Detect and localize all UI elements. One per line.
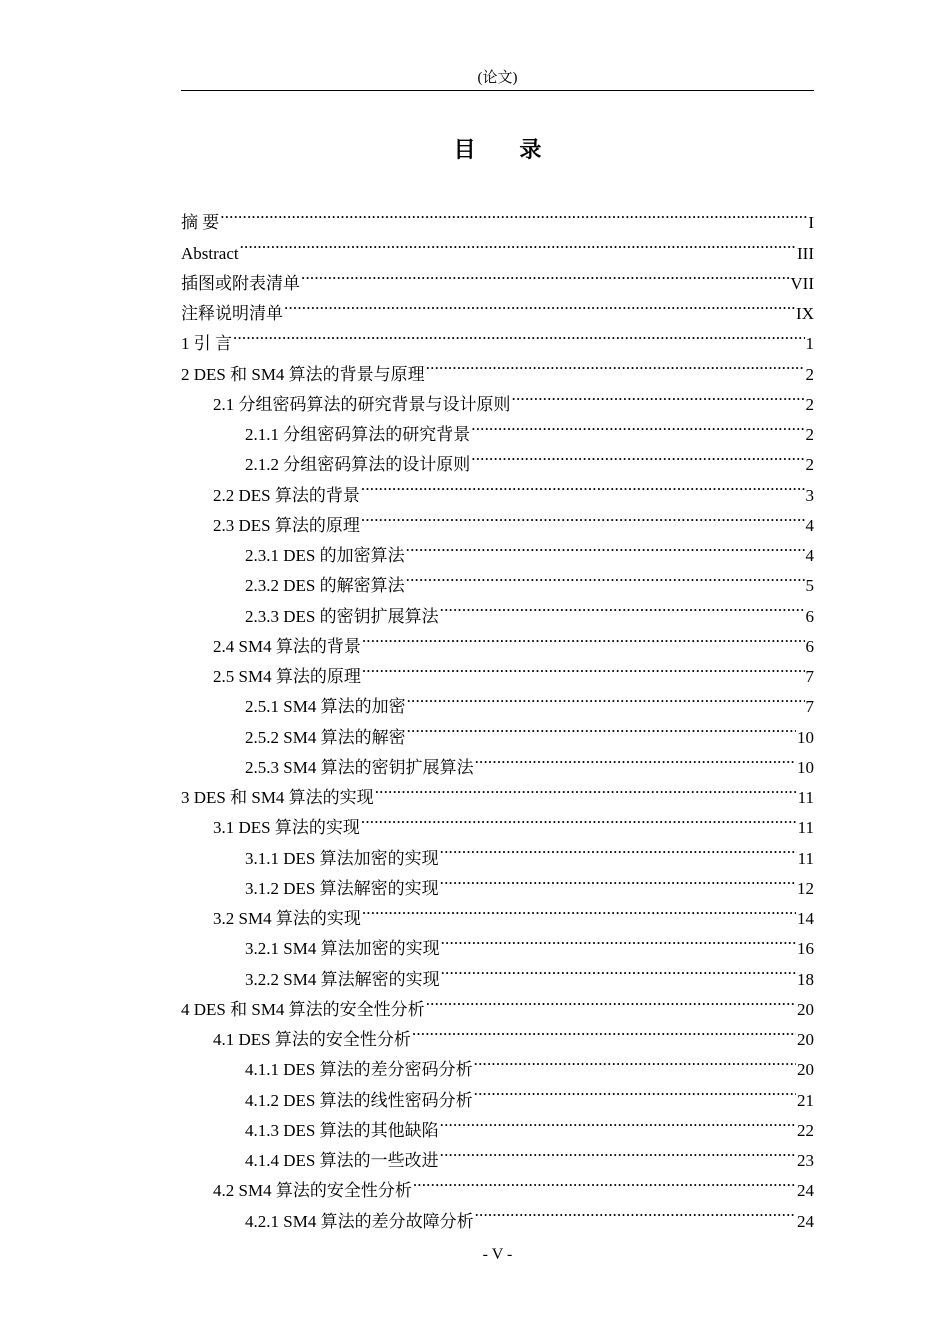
toc-entry[interactable] bbox=[181, 349, 814, 384]
toc-dot-leader bbox=[439, 833, 797, 863]
toc-dot-leader bbox=[406, 682, 805, 712]
toc-entry-label: 4.2.1 SM4 算法的差分故障分析 bbox=[245, 1211, 474, 1231]
toc-entry-page: 6 bbox=[805, 632, 815, 662]
toc-entry-page: 11 bbox=[797, 813, 814, 843]
toc-entry-label: 3.2.1 SM4 算法加密的实现 bbox=[245, 939, 440, 959]
toc-entry-page: 11 bbox=[797, 783, 814, 813]
toc-dot-leader bbox=[474, 743, 796, 773]
toc-entry-page: 24 bbox=[796, 1176, 814, 1206]
toc-entry[interactable] bbox=[181, 228, 814, 263]
toc-entry-label: 4.1.3 DES 算法的其他缺陷 bbox=[245, 1120, 439, 1140]
toc-entry-page: 7 bbox=[805, 692, 815, 722]
toc-entry-label: 3 DES 和 SM4 算法的实现 bbox=[181, 788, 374, 807]
toc-entry[interactable] bbox=[181, 259, 814, 293]
toc-dot-leader bbox=[473, 1075, 796, 1105]
toc-dot-leader bbox=[360, 470, 805, 500]
toc-entry-page: 16 bbox=[796, 934, 814, 964]
toc-dot-leader bbox=[474, 1196, 796, 1226]
toc-entry-label: 2.5.2 SM4 算法的解密 bbox=[245, 727, 406, 747]
toc-entry-page: 18 bbox=[796, 965, 814, 995]
toc-entry-label: 3.1.1 DES 算法加密的实现 bbox=[245, 848, 439, 868]
toc-dot-leader bbox=[412, 1166, 796, 1196]
toc-entry-label: 注释说明清单 bbox=[181, 304, 283, 323]
toc-entry-label: 2.1.1 分组密码算法的研究背景 bbox=[245, 425, 471, 444]
running-header: (论文) bbox=[477, 70, 518, 86]
toc-entry-label: 3.1.2 DES 算法解密的实现 bbox=[245, 878, 439, 898]
toc-dot-leader bbox=[440, 954, 796, 984]
toc-entry-label: 2.5 SM4 算法的原理 bbox=[213, 667, 361, 686]
toc-dot-leader bbox=[300, 259, 789, 289]
toc-entry-page: 7 bbox=[805, 662, 815, 692]
toc-entry-page: 22 bbox=[796, 1116, 814, 1146]
toc-dot-leader bbox=[439, 591, 805, 621]
toc-dot-leader bbox=[361, 894, 796, 924]
toc-entry-label: 2.2 DES 算法的背景 bbox=[213, 485, 360, 505]
toc-dot-leader bbox=[470, 440, 804, 470]
toc-entry-page: 6 bbox=[805, 602, 815, 632]
toc-entry-page: 2 bbox=[805, 450, 815, 480]
toc-entry-page: 2 bbox=[805, 420, 815, 450]
toc-entry-page: 21 bbox=[796, 1086, 814, 1116]
toc-dot-leader bbox=[405, 531, 805, 561]
toc-entry-label: 4.1.1 DES 算法的差分密码分析 bbox=[245, 1060, 473, 1080]
toc-entry-label: 4.1.2 DES 算法的线性密码分析 bbox=[245, 1090, 473, 1110]
toc-dot-leader bbox=[425, 349, 805, 379]
toc-dot-leader bbox=[283, 289, 795, 319]
toc-entry-label: 2.3.1 DES 的加密算法 bbox=[245, 546, 405, 565]
header-rule bbox=[181, 90, 814, 91]
toc-dot-leader bbox=[374, 773, 797, 803]
toc-dot-leader bbox=[470, 410, 804, 440]
toc-dot-leader bbox=[405, 561, 805, 591]
toc-entry-label: 2.1 分组密码算法的研究背景与设计原则 bbox=[213, 394, 511, 414]
toc-entry-label: Abstract bbox=[181, 243, 239, 263]
toc-dot-leader bbox=[239, 228, 796, 258]
toc-entry-page: 23 bbox=[796, 1146, 814, 1176]
toc-entry-page: 11 bbox=[797, 844, 814, 874]
toc-entry-label: 2.5.1 SM4 算法的加密 bbox=[245, 697, 406, 717]
toc-entry-page: 10 bbox=[796, 753, 814, 783]
toc-dot-leader bbox=[232, 319, 805, 349]
toc-entry-page: 4 bbox=[805, 541, 815, 571]
toc-entry-label: 2.3.3 DES 的密钥扩展算法 bbox=[245, 606, 439, 626]
toc-entry-page: VII bbox=[789, 269, 814, 299]
toc-dot-leader bbox=[361, 652, 805, 682]
toc-entry-label: 3.2 SM4 算法的实现 bbox=[213, 909, 361, 928]
toc-dot-leader bbox=[511, 380, 805, 410]
toc-entry-label: 4.1 DES 算法的安全性分析 bbox=[213, 1030, 411, 1049]
toc-entry-label: 2.3.2 DES 的解密算法 bbox=[245, 576, 405, 596]
toc-entry-label: 4 DES 和 SM4 算法的安全性分析 bbox=[181, 999, 425, 1019]
toc-dot-leader bbox=[439, 1106, 796, 1136]
toc-entry-label: 3.2.2 SM4 算法解密的实现 bbox=[245, 969, 440, 989]
toc-entry-page: 2 bbox=[805, 390, 815, 420]
toc-dot-leader bbox=[473, 1045, 796, 1075]
toc-entry-label: 3.1 DES 算法的实现 bbox=[213, 818, 360, 838]
toc-entry-label: 4.1.4 DES 算法的一些改进 bbox=[245, 1151, 439, 1170]
toc-entry-label: 2.4 SM4 算法的背景 bbox=[213, 636, 361, 656]
toc-entry-page: 10 bbox=[796, 723, 814, 753]
toc-dot-leader bbox=[360, 501, 805, 531]
toc-entry-page: 24 bbox=[796, 1207, 814, 1237]
toc-title: 目 录 bbox=[453, 138, 560, 163]
toc-entry-label: 4.2 SM4 算法的安全性分析 bbox=[213, 1181, 412, 1201]
toc-entry-page: 14 bbox=[796, 904, 814, 934]
toc-entry-page: 12 bbox=[796, 874, 814, 904]
page-number: - V - bbox=[482, 1246, 513, 1263]
toc-dot-leader bbox=[406, 712, 796, 742]
toc-entry-label: 2 DES 和 SM4 算法的背景与原理 bbox=[181, 364, 425, 384]
toc-dot-leader bbox=[439, 1136, 796, 1166]
toc-entry-label: 1 引 言 bbox=[181, 334, 232, 354]
toc-entry-label: 2.5.3 SM4 算法的密钥扩展算法 bbox=[245, 757, 474, 777]
toc-entry-page: III bbox=[796, 239, 814, 269]
table-of-contents bbox=[181, 198, 814, 1231]
toc-entry[interactable] bbox=[181, 319, 814, 354]
toc-entry-label: 插图或附表清单 bbox=[181, 273, 300, 293]
toc-entry-page: IX bbox=[795, 299, 814, 329]
toc-dot-leader bbox=[440, 924, 796, 954]
toc-entry-page: 1 bbox=[805, 329, 815, 359]
toc-entry-page: 20 bbox=[796, 1055, 814, 1085]
toc-dot-leader bbox=[219, 198, 807, 228]
toc-dot-leader bbox=[411, 1015, 796, 1045]
toc-entry-label: 2.1.2 分组密码算法的设计原则 bbox=[245, 455, 471, 475]
toc-entry-page: I bbox=[807, 208, 814, 238]
toc-entry-page: 20 bbox=[796, 995, 814, 1025]
toc-dot-leader bbox=[361, 622, 805, 652]
toc-entry-page: 5 bbox=[805, 571, 815, 601]
toc-entry-label: 摘 要 bbox=[181, 213, 220, 233]
toc-entry[interactable] bbox=[181, 198, 814, 233]
toc-entry-page: 2 bbox=[805, 360, 815, 390]
toc-dot-leader bbox=[425, 985, 796, 1015]
toc-dot-leader bbox=[439, 864, 796, 894]
toc-entry-page: 4 bbox=[805, 511, 815, 541]
toc-entry-label: 2.3 DES 算法的原理 bbox=[213, 515, 360, 535]
toc-entry-page: 20 bbox=[796, 1025, 814, 1055]
toc-dot-leader bbox=[360, 803, 797, 833]
toc-entry-page: 3 bbox=[805, 481, 815, 511]
